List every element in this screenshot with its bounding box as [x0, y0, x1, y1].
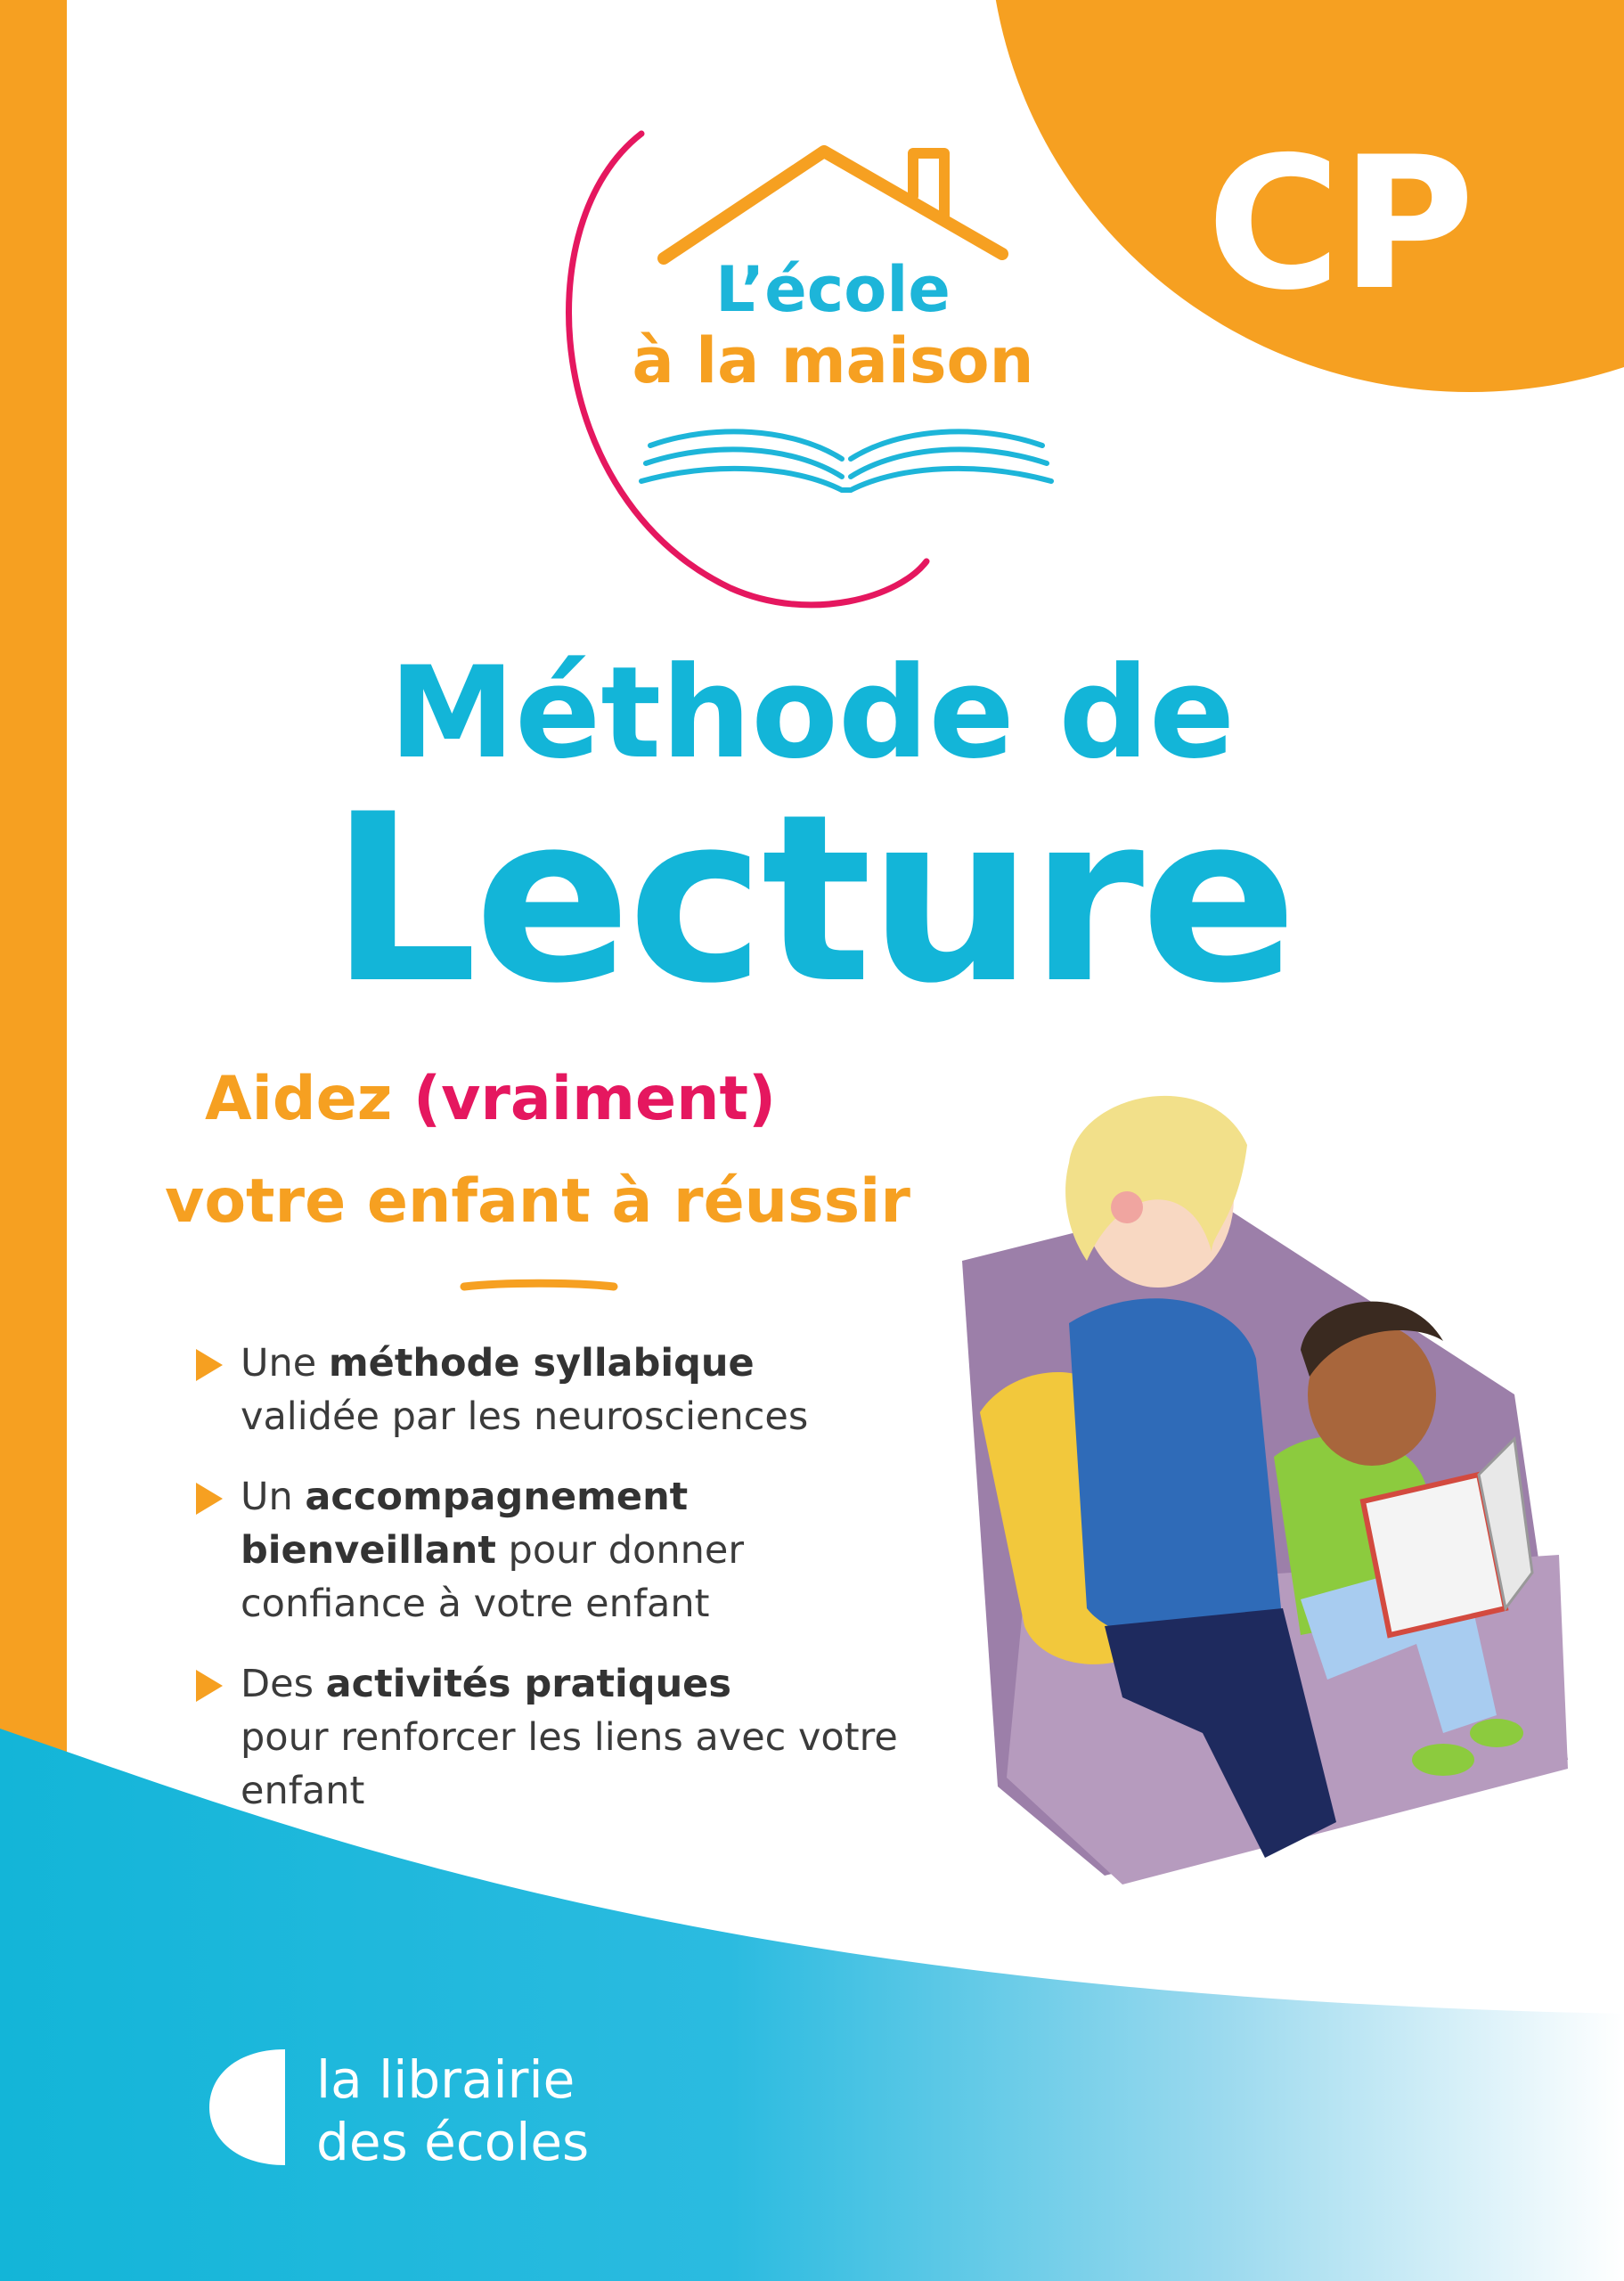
house-roof-icon — [655, 134, 1029, 267]
title-line2: Lecture — [330, 765, 1294, 1034]
feature-highlight: activités pratiques — [325, 1662, 731, 1706]
feature-item — [196, 1337, 926, 1443]
feature-text: validée par les neurosciences — [241, 1394, 809, 1439]
logo-text-line2: à la maison — [632, 324, 1034, 397]
publisher-name-line2: des écoles — [316, 2112, 590, 2172]
bullet-arrow-icon — [196, 1349, 223, 1381]
feature-highlight: accompagnement bienveillant — [241, 1475, 689, 1573]
title-line1: Méthode de — [388, 640, 1236, 787]
feature-text: pour donner confiance à votre enfant — [241, 1528, 745, 1626]
open-book-icon — [632, 392, 1060, 499]
mother-and-child-reading-illustration — [944, 1056, 1586, 1902]
bullet-arrow-icon — [196, 1483, 223, 1515]
tagline-line2: votre enfant à réussir — [165, 1166, 910, 1237]
feature-text: Des — [241, 1662, 326, 1706]
feature-item — [196, 1470, 926, 1631]
level-badge: CP — [1206, 119, 1475, 331]
tagline-line1 — [205, 1064, 777, 1134]
publisher-name-line1: la librairie — [316, 2049, 575, 2110]
feature-text: pour renforcer les liens avec votre enfant — [241, 1715, 898, 1813]
feature-text: Une — [241, 1341, 329, 1386]
bullet-arrow-icon — [196, 1670, 223, 1702]
tagline-part1: Aidez — [205, 1064, 413, 1134]
tagline-accent: (vraiment) — [412, 1064, 777, 1134]
feature-item — [196, 1657, 926, 1818]
feature-highlight: méthode syllabique — [328, 1341, 755, 1386]
publisher-half-circle-icon — [209, 2049, 285, 2165]
logo-text-line1: L’école — [715, 253, 951, 326]
tagline-divider — [459, 1279, 619, 1293]
feature-list — [196, 1337, 926, 1844]
feature-text: Un — [241, 1475, 306, 1519]
